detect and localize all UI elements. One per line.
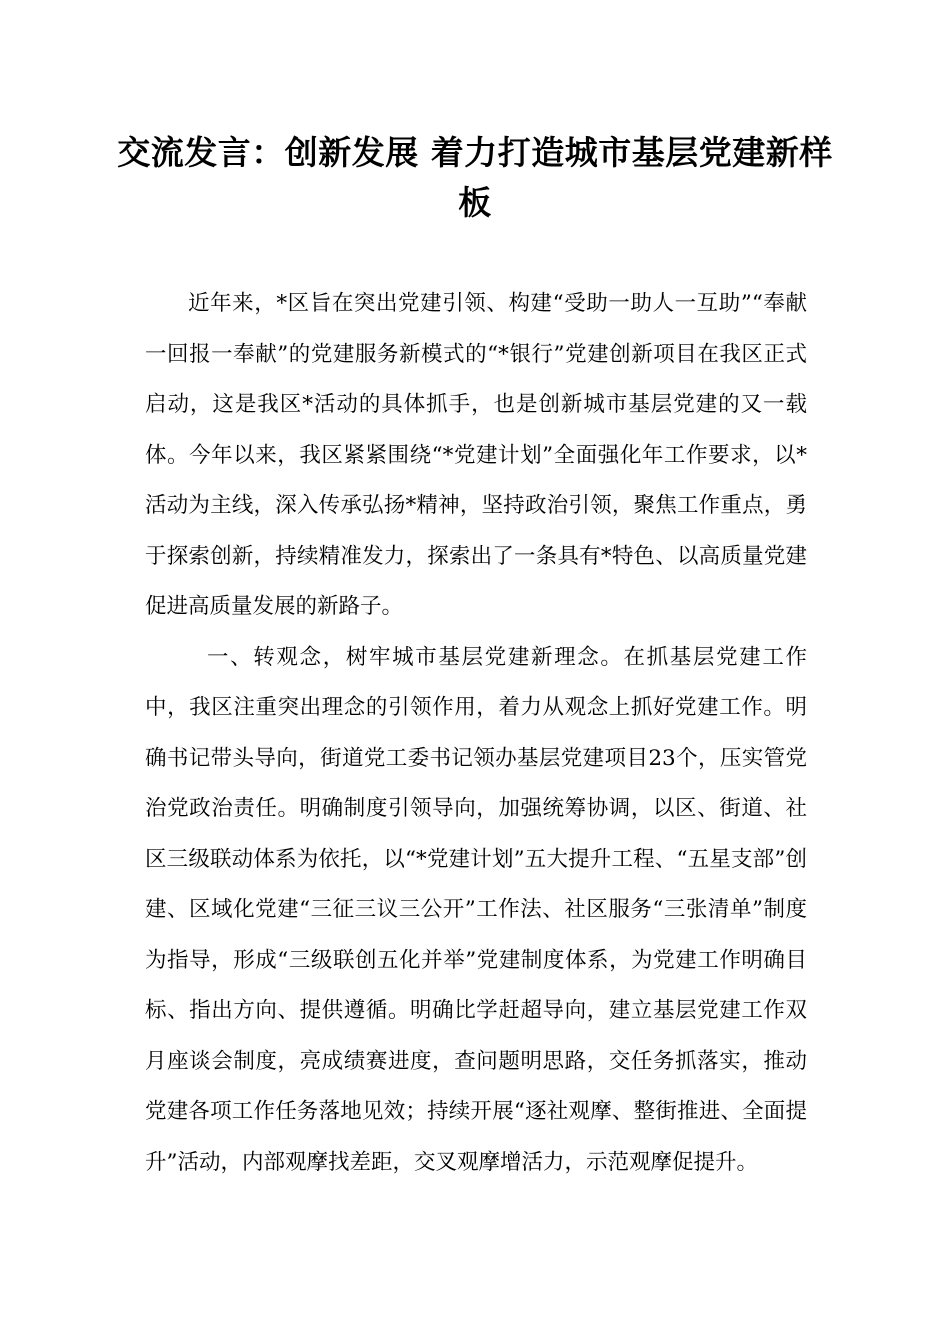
paragraph-intro: 近年来，*区旨在突出党建引领、构建“受助一助人一互助”“奉献一回报一奉献”的党建服务新模式的“*银行”党建创新项目在我区正式启动，这是我区*活动的具体抓手，也是创新城市基层党建的又一载体。今年以来，我区紧紧围绕“*党建计划”全面强化年工作要求，以*活动为主线，深入传承弘扬*精神，坚持政治引领，聚焦工作重点，勇于探索创新，持续精准发力，探索出了一条具有*特色、以高质量党建促进高质量发展的新路子。 <box>145 291 807 619</box>
document-body <box>145 279 807 1188</box>
paragraph-section-one: 一、转观念，树牢城市基层党建新理念。在抓基层党建工作中，我区注重突出理念的引领作用，着力从观念上抓好党建工作。明确书记带头导向，街道党工委书记领办基层党建项目23个，压实管党治党政治责任。明确制度引领导向，加强统筹协调，以区、街道、社区三级联动体系为依托，以“*党建计划”五大提升工程、“五星支部”创建、区域化党建“三征三议三公开”工作法、社区服务“三张清单”制度为指导，形成“三级联创五化并举”党建制度体系，为党建工作明确目标、指出方向、提供遵循。明确比学赶超导向，建立基层党建工作双月座谈会制度，亮成绩赛进度，查问题明思路，交任务抓落实，推动党建各项工作任务落地见效；持续开展“逐社观摩、整街推进、全面提升”活动，内部观摩找差距，交叉观摩增活力，示范观摩促提升。 <box>145 644 807 1175</box>
document-title: 交流发言：创新发展 着力打造城市基层党建新样板 <box>117 133 833 222</box>
